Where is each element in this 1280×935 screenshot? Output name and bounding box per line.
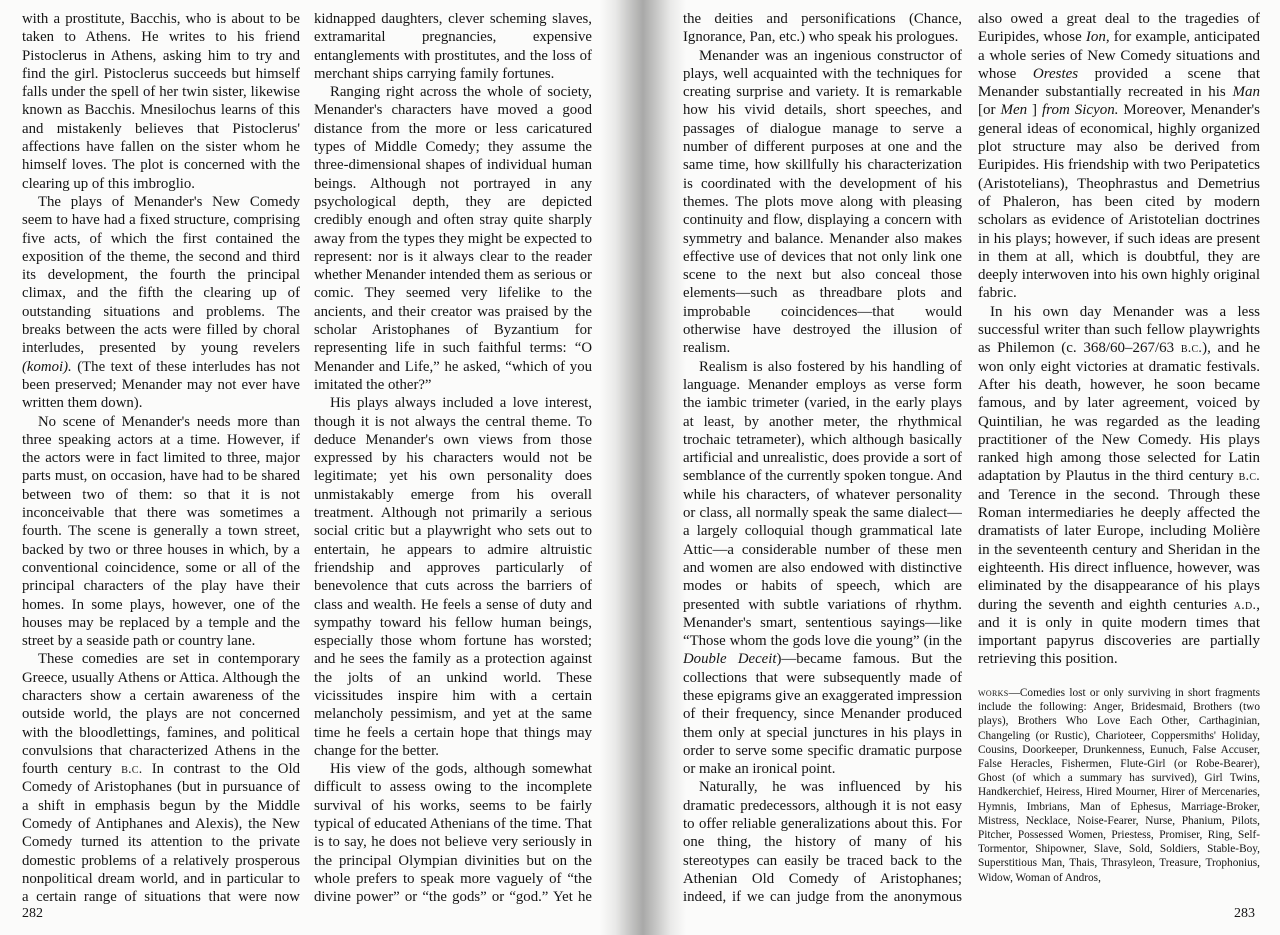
paragraph: with a prostitute, Bacchis, who is about to be taken to Athens. He writes to his friend Pistoclerus in Athens, asking him to try and find the girl. Pistoclerus succeeds but himself falls under the spell of her twin sister, likewise known as Bacchis. Mnesilochus learns of this and mistakenly believes that Pistoclerus' affections have fallen on the sister whom he himself loves. The plot is concerned with the clearing up of this imbroglio. [22,11,300,192]
text-run: )—became famous. But the collections that were subsequently made of these epigrams give an exaggerated impression of their frequency, since Menander produced them only at special junctures in his plays in order to serve some specific dramatic purpose or make an ironical point. [683,651,962,778]
book-gutter-shadow [600,0,686,935]
page-number-right: 283 [1234,906,1255,921]
paragraph [683,358,962,779]
paragraph: Ranging right across the whole of society, Menander's characters have moved a good distance from the more or less caricatured types of Middle Comedy; they assume the three-dimensional shapes of individual human beings. Although not portrayed in any psychological depth, they are depicted credibly enough and often stray quite sharply away from the types they might be expected to represent: nor is it always clear to the reader whether Menander intended them as serious or comic. They seemed very lifelike to the ancients, and their creator was praised by the scholar Aristophanes of Byzantium for representing life in such faithful terms: “O Menander and Life,” he asked, “which of you imitated the other?” [314,84,592,393]
left-page-column-2 [314,10,592,905]
paragraph: No scene of Menander's needs more than three speaking actors at a time. However, if the actors were in fact limited to three, major parts must, on occasion, have had to be shared between two of them: so that it is not inconceivable that there was sometimes a fourth. The scene is generally a town street, backed by two or three houses in which, by a conventional coincidence, some or all of the principal characters of the play have their homes. In some plays, however, one of the houses may be replaced by a temple and the street by a seaside path or country lane. [22,413,300,650]
text-run: also owed a great deal to the tragedies of Euripides, whose [978,11,1260,46]
small-caps-text: b.c. [121,761,143,777]
text-run: [or [978,102,1001,119]
text-run: and Terence in the second. Through these Roman intermediaries he deeply affected the dramatists of later Europe, including Molière in the seventeenth century and Sheridan in the eighteenth. His direct influence, however, was eliminated by the disappearance of his plays during the seventh and eighth centuries [978,486,1260,613]
paragraph [22,650,300,905]
italic-text: Double Deceit [683,651,777,668]
text-run: ), and he won only eight victories at dramatic festivals. After his death, however, he soon became famous, and by later agreement, voiced by Quintilian, he was regarded as the leading practitioner of the New Comedy. His plays ranked high among those selected for Latin adaptation by Plautus in the third century [978,340,1260,485]
text-run: These comedies are set in contemporary Greece, usually Athens or Attica. Although the characters show a certain awareness of the outside world, the plays are not concerned with the bloodlettings, famines, and political convulsions that characterized Athens in the fourth century [22,651,300,778]
paragraph [978,10,1260,303]
text-run: provided a scene that Menander substantially recreated in his [978,65,1260,101]
left-page-column-1 [22,10,300,905]
works-lead-label: works [978,687,1009,699]
right-page-column-1 [683,10,962,905]
paragraph: kidnapped daughters, clever scheming slaves, extramarital pregnancies, expensive entanglements with prostitutes, and the loss of merchant ships carrying family fortunes. [314,11,592,82]
small-caps-text: b.c. [1238,468,1260,484]
works-list-footnote [978,686,1260,906]
small-caps-text: b.c. [1180,340,1203,356]
paragraph [978,303,1260,669]
italic-text: Orestes [1032,65,1079,82]
text-run: for example, anticipated a whole series of New Comedy situations and whose [978,29,1260,82]
text-run: Moreover, Menander's general ideas of economical, highly organized plot structure may also be derived from Euripides. His friendship with two Peripatetics (Aristotelians), Theophrastus and Demetrius of Phaleron, has been cited by modern scholars as evidence of Aristotelian doctrines in his plays; however, if such ideas are present in them at all, which is doubtful, they are deeply interwoven into his own highly original fabric. [978,102,1260,302]
paragraph [683,778,962,905]
paragraph [22,193,300,413]
text-run: In his own day Menander was a less successful writer than such fellow playwrights as Philemon (c. 368/60–267/63 [978,303,1260,357]
text-run: (The text of these interludes has not been preserved; Menander may not ever have written them down). [22,358,300,412]
text-run: The plays of Menander's New Comedy seem to have had a fixed structure, comprising five acts, of which the first contained the exposition of the theme, the second and third its development, the fourth the principal climax, and the fifth the clearing up of outstanding situations and problems. The breaks between the acts were filled by choral interludes, presented by young revelers [22,193,300,357]
paragraph: Menander was an ingenious constructor of plays, well acquainted with the techniques for creating surprise and variety. It is remarkable how his vivid details, short speeches, and passages of dialogue manage to serve a number of different purposes at one and the same time, how skillfully his characterization is coordinated with the development of his themes. The plots move along with pleasing continuity and flow, displaying a concern with symmetry and balance. Menander also makes effective use of devices that not only link one scene to the next but also conceal those elements—such as threadbare plots and improbable coincidences—that would otherwise have destroyed the illusion of realism. [683,47,962,357]
text-run: Naturally, he was influenced by his dramatic predecessors, although it is not easy to offer reliable generalizations about this. For one thing, the history of many of his stereotypes can easily be traced back to the Athenian Old Comedy of Aristophanes; indeed, if we can judge from the anonymous [683,779,962,905]
text-run: Realism is also fostered by his handling of language. Menander employs as verse form the iambic trimeter (varied, in the early plays at least, by another meter, the rhythmical trochaic tetrameter), which although basically artificial and unrealistic, does provide a sort of semblance of the currently spoken tongue. And while his characters, of whatever personality or class, all normally speak the same dialect—a largely colloquial though grammatical late Attic—a considerable number of these men and women are also endowed with distinctive modes or habits of speech, which are presented with subtle variations of rhythm. Menander's smart, sententious sayings—like “Those whom the gods love die young” (in the [683,358,962,650]
italic-text: from Sicyon. [1042,102,1119,119]
italic-text: Ion, [1085,29,1110,46]
paragraph: His view of the gods, although somewhat difficult to assess owing to the incomplete survival of his works, seems to be fairly typical of educated Athenians of the time. That is to say, he does not believe very seriously in the principal Olympian divinities but on the whole prefers to speak more vaguely of “the divine power” or “the gods” or “god.” Yet he [314,761,592,905]
italic-text: Man [1232,84,1260,101]
works-list-text: —Comedies lost or only surviving in short fragments include the following: Anger, Bridesmaid, Brothers (two plays), Brothers Who Love Each Other, Carthaginian, Changeling (or Rustic), Charioteer, Coppersmiths' Holiday, Cousins, Doorkeeper, Drunkenness, Eunuch, False Accuser, False Heracles, Fishermen, Flute-Girl (or Robe-Bearer), Ghost (of which a summary has survived), Girl Twins, Handkerchief, Heiress, Hired Mourner, Hirer of Mercenaries, Hymnis, Imbrians, Man of Ephesus, Marriage-Broker, Mistress, Necklace, Noise-Fearer, Nurse, Phanium, Pilots, Pitcher, Possessed Women, Priestess, Promiser, Ring, Self-Tormentor, Shipowner, Slave, Sold, Soldiers, Stable-Boy, Superstitious Man, Thais, Thrasyleon, Treasure, Trophonius, Widow, Woman of Andros, [978,687,1260,884]
paragraph: the deities and personifications (Chance, Ignorance, Pan, etc.) who speak his prologues. [683,11,962,46]
text-run: In contrast to the Old Comedy of Aristophanes (but in pursuance of a shift in emphasis begun by the Middle Comedy of Antiphanes and Alexis), the New Comedy turned its attention to the private domestic problems of a relatively prosperous nonpolitical dream world, and in particular to a certain range of situations that were now [22,761,300,905]
italic-text: (komoi). [22,358,72,375]
text-run: , and it is only in quite modern times that important papyrus discoveries are partially retrieving this position. [978,596,1260,668]
page-number-left: 282 [22,906,43,921]
italic-text: Men [1000,102,1028,119]
text-run: ] [1027,102,1043,119]
paragraph: His plays always included a love interest, though it is not always the central theme. To deduce Menander's own views from those expressed by his characters would not be legitimate; yet his own personality does unmistakably emerge from his overall treatment. Although not primarily a serious social critic but a playwright who sets out to entertain, he appears to admire altruistic friendship and approves particularly of benevolence that cuts across the barriers of class and wealth. He feels a sense of duty and sympathy toward his fellow human beings, especially those whom fortune has worsted; and he sees the family as a protection against the jolts of an unkind world. These vicissitudes inspire him with a certain melancholy pessimism, and yet at the same time he feels a certain hope that things may change for the better. [314,395,592,759]
small-caps-text: a.d. [1233,596,1257,612]
